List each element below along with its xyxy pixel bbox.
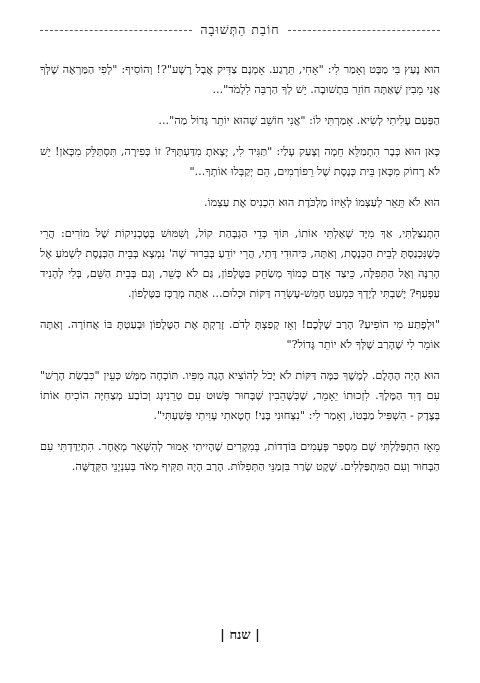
running-header xyxy=(40,22,440,38)
paragraph: הוּא נָעַץ בִּי מַבָּט וְאָמַר לִי: "אָחִי, תֵּרָגַע. אָמְנָם צַדִּיק אֲבָל רָשָׁע"?! וְהוֹסִיף: "לְפִי הַמַּרְאֶה שֶׁלְּךָ אֲנִי מֵבִין שֶׁאַתָּה חוֹזֵר בִּתְשׁוּבָה. יֵשׁ לְךָ הַרְבֵּה לִלְמֹד"... xyxy=(40,63,440,96)
paragraph: הִתְנַצַּלְתִּי, אַךְ מִיָּד שָׁאַלְתִּי אוֹתוֹ, תּוֹךְ כְּדֵי הַגְבָּהַת קוֹל, וְשִׁמּוּשׁ בְּטֶכְנִיקוֹת שֶׁל מוֹרִים: הֲרֵי כְּשֶׁנִּכְנַסְתָּ לְבֵית הַכְּנֶסֶת, וְאַתָּה, כִּיהוּדִי דָּתִי, הֲרֵי יוֹדֵעַ בְּבֵרוּר שֶׁה' נִמְצָא בְּבֵית הַכְּנֶסֶת לִשְׁמֹעַ אֶל הָרִנָּה וְאֶל הַתְּפִלָּה, כֵּיצַד אָדָם כָּמוֹךָ מְשַׂחֵק בַּטֶּלֶפוֹן, גַּם לֹא כָּשֵׁר, וְגַם בְּבֵית הַשֵּׁם, בְּלִי לְהָנִיד עַפְעַף? יָשַׁבְתִּי לְיָדְךָ כִּמְעַט חָמֵשׁ-עֶשְׂרֵה דַּקּוֹת וּכְלוּם... אַתָּה מְרֻכָּז בַּטֶּלֶפוֹן. xyxy=(40,227,440,300)
paragraph: הוּא לֹא תֵּאֵר לְעַצְמוֹ לְאֵיזוֹ מַלְכֹּדֶת הוּא הִכְנִיס אֶת עַצְמוֹ. xyxy=(204,196,440,209)
header-rule-right xyxy=(288,30,440,31)
paragraph: הַפַּעַם עָלִיתִי לְשִׂיא. אָמַרְתִּי לוֹ: "אֲנִי חוֹשֵׁב שֶׁהוּא יוֹתֵר גָּדוֹל מַה"... xyxy=(158,114,440,127)
paragraph: מֵאָז הִתְפַּלַּלְתִּי שָׁם מִסְפַּר פְּעָמִים בּוֹדְדוֹת, בְּמִקְרִים שֶׁהָיִיתִי אָמוּר לְהִשָּׁאֵר מְאֻחָר. הִתְיַדַּדְתִּי עִם הַבָּחוּר וְעִם הַמִּתְפַּלְּלִים. שֶׁקֶט שָׂרַר בִּזְמַנֵּי הַתְּפִלּוֹת. הָרַב הָיָה תַּקִּיף מְאֹד בְּעִנְיָנֵי הַקְּדֻשָּׁה. xyxy=(40,440,440,473)
page-number: | שנח | xyxy=(220,628,260,643)
body-text xyxy=(40,60,440,488)
header-rule-left xyxy=(40,30,192,31)
header-title: חוֹבַת הַתְּשׁוּבָה xyxy=(200,22,280,37)
paragraph: "וּלְפֶתַע מִי הוֹפִיעַ? הָרַב שֶׁלָּכֶם! וְאָז קָפַצְתָּ לְדֹם. זָרַקְתָּ אֶת הַטֶּלֶפוֹן וּבָעַטְתָּ בּוֹ אֲחוֹרָה. וְאַתָּה אוֹמֵר לִי שֶׁהָרַב שֶׁלְּךָ לֹא יוֹתֵר גָּדוֹל?" xyxy=(40,318,440,351)
paragraph: כָּאן הוּא כְּבָר הִתְמַלֵּא חֵמָה וְצָעַק עָלַי: "תַּגִּיד לִי, יָצָאתָ מִדַּעְתְּךָ? זוֹ כְּפִירָה, תִּסְתַּלֵּק מִכָּאן! יֵשׁ לֹא רָחוֹק מִכָּאן בֵּית כְּנֶסֶת שֶׁל רֵפוֹרְמִים, הֵם יְקַבְּלוּ אוֹתְךָ..." xyxy=(40,145,440,178)
paragraph: הוּא הָיָה הֶהָלֶם. לְמֶשֶׁךְ כַּמָּה דַּקּוֹת לֹא יָכֹל לְהוֹצִיא הֶגֶה מִפִּיו. תּוֹכְחָה מַמָּשׁ כְּעֵין "כִּבְשַׂת הָרָשׁ" עִם דָּוִד הַמֶּלֶךְ. לִזְכוּתוֹ יֵאָמֵר, שֶׁכְּשֶׁהֵבִין שֶׁבָּחוּר פָּשׁוּט עִם טְרֵנִינְג וְכוֹבַע מְצַחִיָּה הוֹכִיחַ אוֹתוֹ בְּצֶדֶק - הִשְׁפִּיל מַבָּטוֹ, וְאָמַר לִי: "נִצְּחוּנִי בָּנַי! חָטָאתִי עָוִיתִי פָּשַׁעְתִּי". xyxy=(40,369,440,422)
